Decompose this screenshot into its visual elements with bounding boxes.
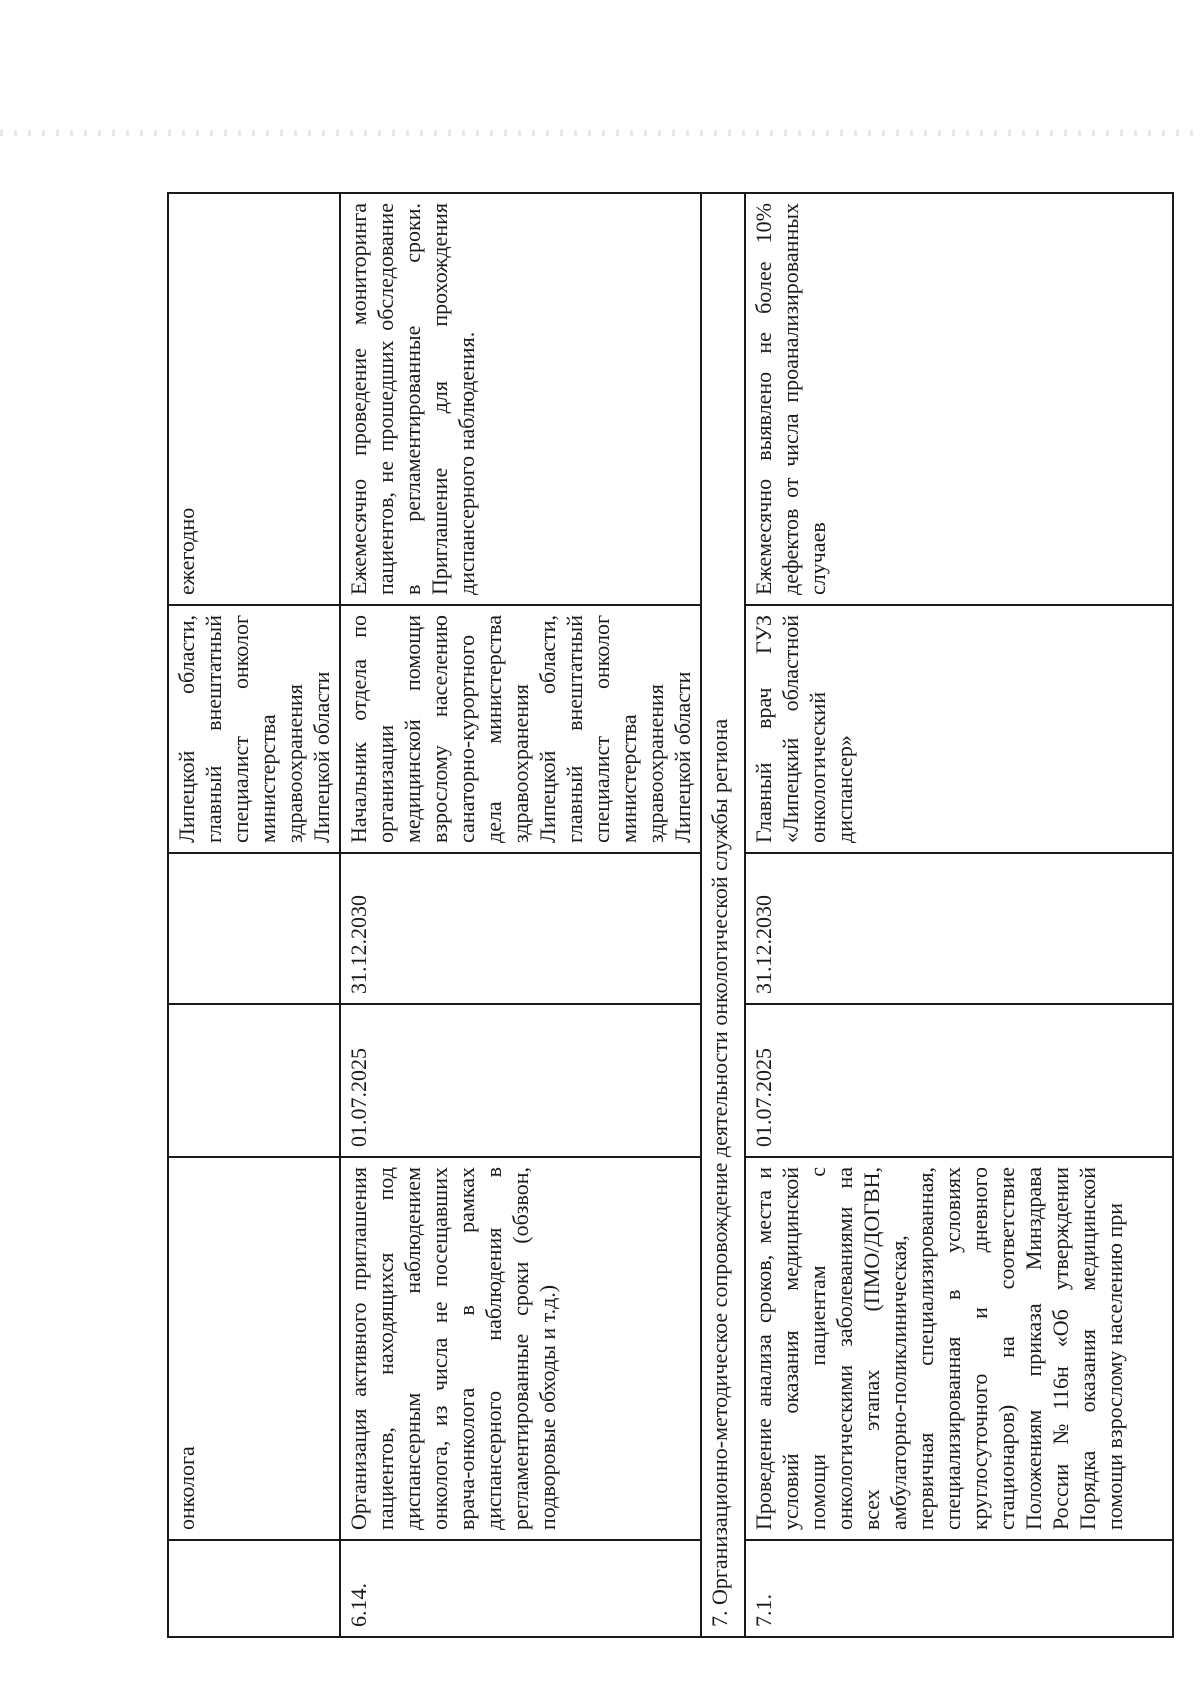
- cell-activity: онколога: [168, 1157, 340, 1540]
- section-header-row: [701, 193, 745, 1637]
- plan-table: [167, 192, 1174, 1638]
- cell-start: [168, 1004, 340, 1157]
- table-row-6-14: [340, 193, 701, 1637]
- rotated-page: [167, 194, 1127, 1638]
- cell-start-date: 01.07.2025: [340, 1004, 701, 1157]
- cell-number: [168, 1540, 340, 1637]
- table-row-continued: [168, 193, 340, 1637]
- cell-responsible: Главный врач ГУЗ «Липецкий областной онкологический диспансер»: [745, 605, 1173, 853]
- cell-result: Ежемесячно выявлено не более 10% дефектов от числа проанализированных случаев: [745, 193, 1173, 605]
- cell-activity: Проведение анализа сроков, места и условий оказания медицинской помощи пациентам с онкологическими заболеваниями на всех этапах (ПМО/ДОГВН, амбулаторно-поликлиническая, первичная специализированная, специализированная в условиях круглосуточного и дневного стационаров) на соответствие Положениям приказа Минздрава России №116н «Об утверждении Порядка оказания медицинской помощи взрослому населению при: [745, 1157, 1173, 1540]
- table-row-7-1: [745, 193, 1173, 1637]
- cell-end: [168, 853, 340, 1004]
- cell-responsible: Начальник отдела по организации медицинской помощи взрослому населению санаторно-курортного дела министерства здравоохранения Липецкой области, главный внештатный специалист онколог министерства здравоохранения Липецкой области: [340, 605, 701, 853]
- cell-number: 6.14.: [340, 1540, 701, 1637]
- scan-noise-line: [0, 130, 1200, 136]
- cell-responsible: Липецкой области, главный внештатный специалист онколог министерства здравоохранения Липецкой области: [168, 605, 340, 853]
- cell-start-date: 01.07.2025: [745, 1004, 1173, 1157]
- cell-result: ежегодно: [168, 193, 340, 605]
- section-title: 7. Организационно-методическое сопровождение деятельности онкологической службы региона: [701, 193, 745, 1637]
- cell-end-date: 31.12.2030: [340, 853, 701, 1004]
- cell-result: Ежемесячно проведение мониторинга пациентов, не прошедших обследование в регламентированные сроки. Приглашение для прохождения диспансерного наблюдения.: [340, 193, 701, 605]
- cell-number: 7.1.: [745, 1540, 1173, 1637]
- cell-activity: Организация активного приглашения пациентов, находящихся под диспансерным наблюдением онколога, из числа не посещавших врача-онколога в рамках диспансерного наблюдения в регламентированные сроки (обзвон, подворовые обходы и т.д.): [340, 1157, 701, 1540]
- cell-end-date: 31.12.2030: [745, 853, 1173, 1004]
